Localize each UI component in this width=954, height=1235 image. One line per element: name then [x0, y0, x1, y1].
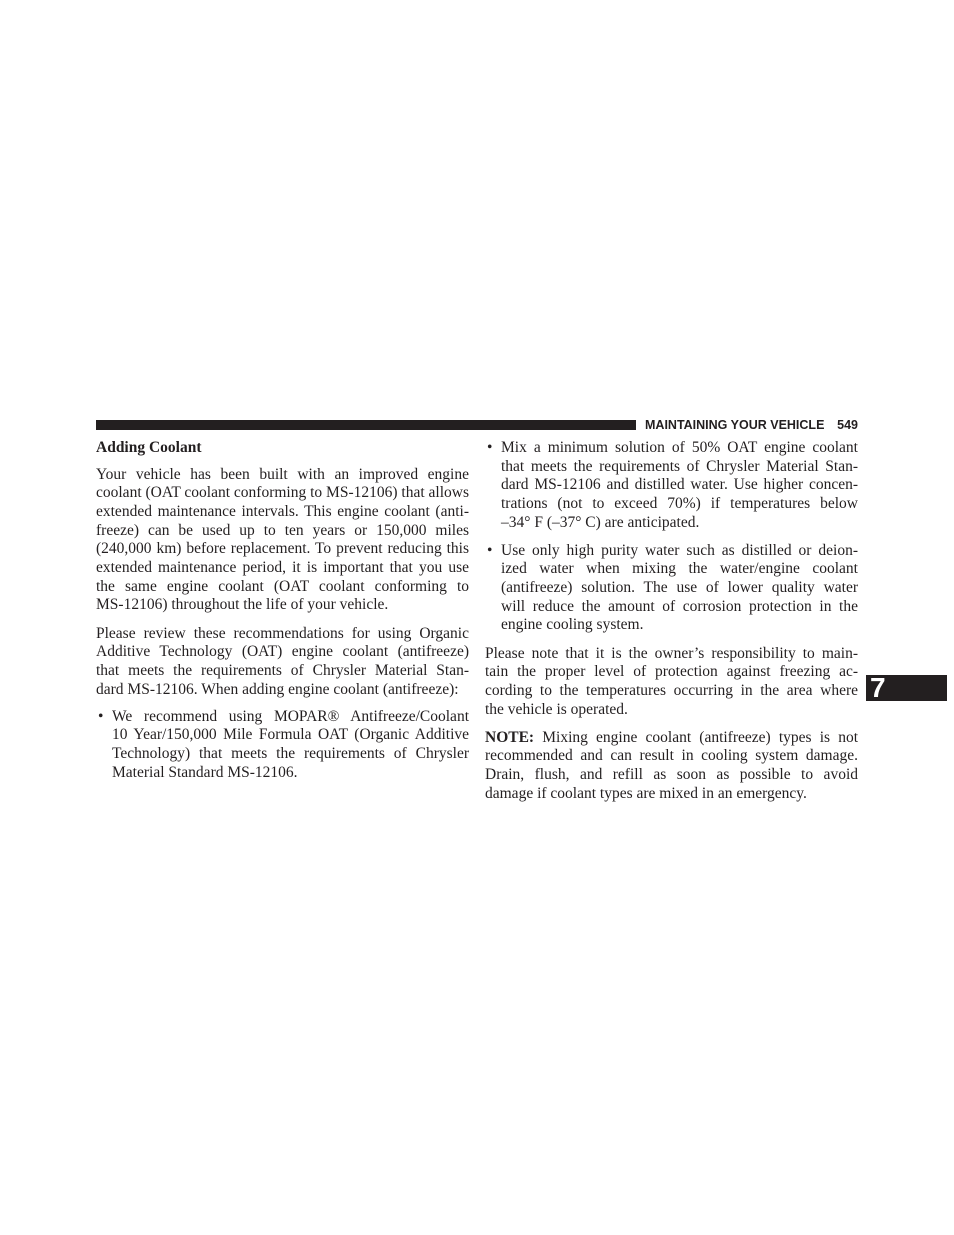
- text-line: –34° F (–37° C) are anticipated.: [501, 513, 700, 531]
- text-line: 10 Year/150,000 Mile Formula OAT (Organic Additive: [112, 726, 469, 744]
- section-heading: Adding Coolant: [96, 439, 202, 456]
- text-line: Material Standard MS-12106.: [112, 763, 298, 781]
- text-line: (240,000 km) before replacement. To prevent reducing this: [96, 540, 469, 558]
- bullet-marker: •: [487, 439, 493, 456]
- chapter-tab: [866, 675, 947, 701]
- text-line: coolant (OAT coolant conforming to MS-12106) that allows: [96, 484, 469, 502]
- text-line: damage if coolant types are mixed in an emergency.: [485, 784, 807, 802]
- bullet-text: [501, 542, 858, 636]
- text-line: extended maintenance intervals. This engine coolant (anti-: [96, 502, 469, 520]
- text-line: Use only high purity water such as distilled or deion-: [501, 541, 858, 559]
- text-line: the vehicle is operated.: [485, 700, 628, 718]
- bullet-item-mix: [485, 439, 858, 533]
- text-line: tain the proper level of protection against freezing ac-: [485, 663, 858, 681]
- text-line: Your vehicle has been built with an improved engine: [96, 465, 469, 483]
- section-title: MAINTAINING YOUR VEHICLE: [645, 418, 825, 432]
- note-paragraph: [485, 729, 858, 804]
- text-line: engine cooling system.: [501, 616, 644, 634]
- paragraph-recommendations: [96, 625, 469, 700]
- chapter-number: 7: [870, 675, 886, 701]
- bullet-text: [501, 439, 858, 533]
- paragraph-intro: [96, 466, 469, 616]
- text-line: that meets the requirements of Chrysler Material Stan-: [96, 661, 469, 679]
- note-first-line: [485, 729, 858, 748]
- text-line: Drain, flush, and refill as soon as possible to avoid: [485, 765, 858, 783]
- text-line: Mix a minimum solution of 50% OAT engine coolant: [501, 439, 858, 456]
- text-line: the same engine coolant (OAT coolant conforming to: [96, 577, 469, 595]
- text-line: cording to the temperatures occurring in the area where: [485, 681, 858, 699]
- text-line: MS-12106) throughout the life of your vehicle.: [96, 596, 389, 614]
- text-line: ized water when mixing the water/engine coolant: [501, 560, 858, 578]
- text-line: We recommend using MOPAR® Antifreeze/Coolant: [112, 707, 469, 725]
- paragraph-owner-responsibility: [485, 645, 858, 720]
- text-line: will reduce the amount of corrosion protection in the: [501, 597, 858, 615]
- bullet-text: [112, 708, 469, 783]
- text-line: dard MS-12106. When adding engine coolant (antifreeze):: [96, 680, 459, 698]
- text-line: Please review these recommendations for using Organic: [96, 624, 469, 642]
- page-number: 549: [837, 418, 858, 432]
- text-line: extended maintenance period, it is important that you use: [96, 559, 469, 577]
- text-line: Please note that it is the owner’s responsibility to main-: [485, 644, 858, 662]
- text-line: trations (not to exceed 70%) if temperatures below: [501, 495, 858, 513]
- bullet-marker: •: [487, 541, 493, 559]
- bullet-item-water: [485, 542, 858, 636]
- header-rule: [96, 420, 636, 430]
- text-line: Additive Technology (OAT) engine coolant (antifreeze): [96, 643, 469, 661]
- text-line: recommended and can result in cooling system damage.: [485, 747, 858, 765]
- text-line: (antifreeze) solution. The use of lower quality water: [501, 578, 858, 596]
- bullet-item-mopar: [96, 708, 469, 783]
- note-first-line-text: Mixing engine coolant (antifreeze) types is not: [542, 728, 859, 746]
- bullet-marker: •: [98, 707, 104, 725]
- text-line: freeze) can be used up to ten years or 150,000 miles: [96, 521, 469, 539]
- note-label: NOTE:: [485, 728, 535, 746]
- text-line: dard MS-12106 and distilled water. Use higher concen-: [501, 476, 858, 494]
- text-line: that meets the requirements of Chrysler Material Stan-: [501, 457, 858, 475]
- text-line: Technology) that meets the requirements of Chrysler: [112, 744, 469, 762]
